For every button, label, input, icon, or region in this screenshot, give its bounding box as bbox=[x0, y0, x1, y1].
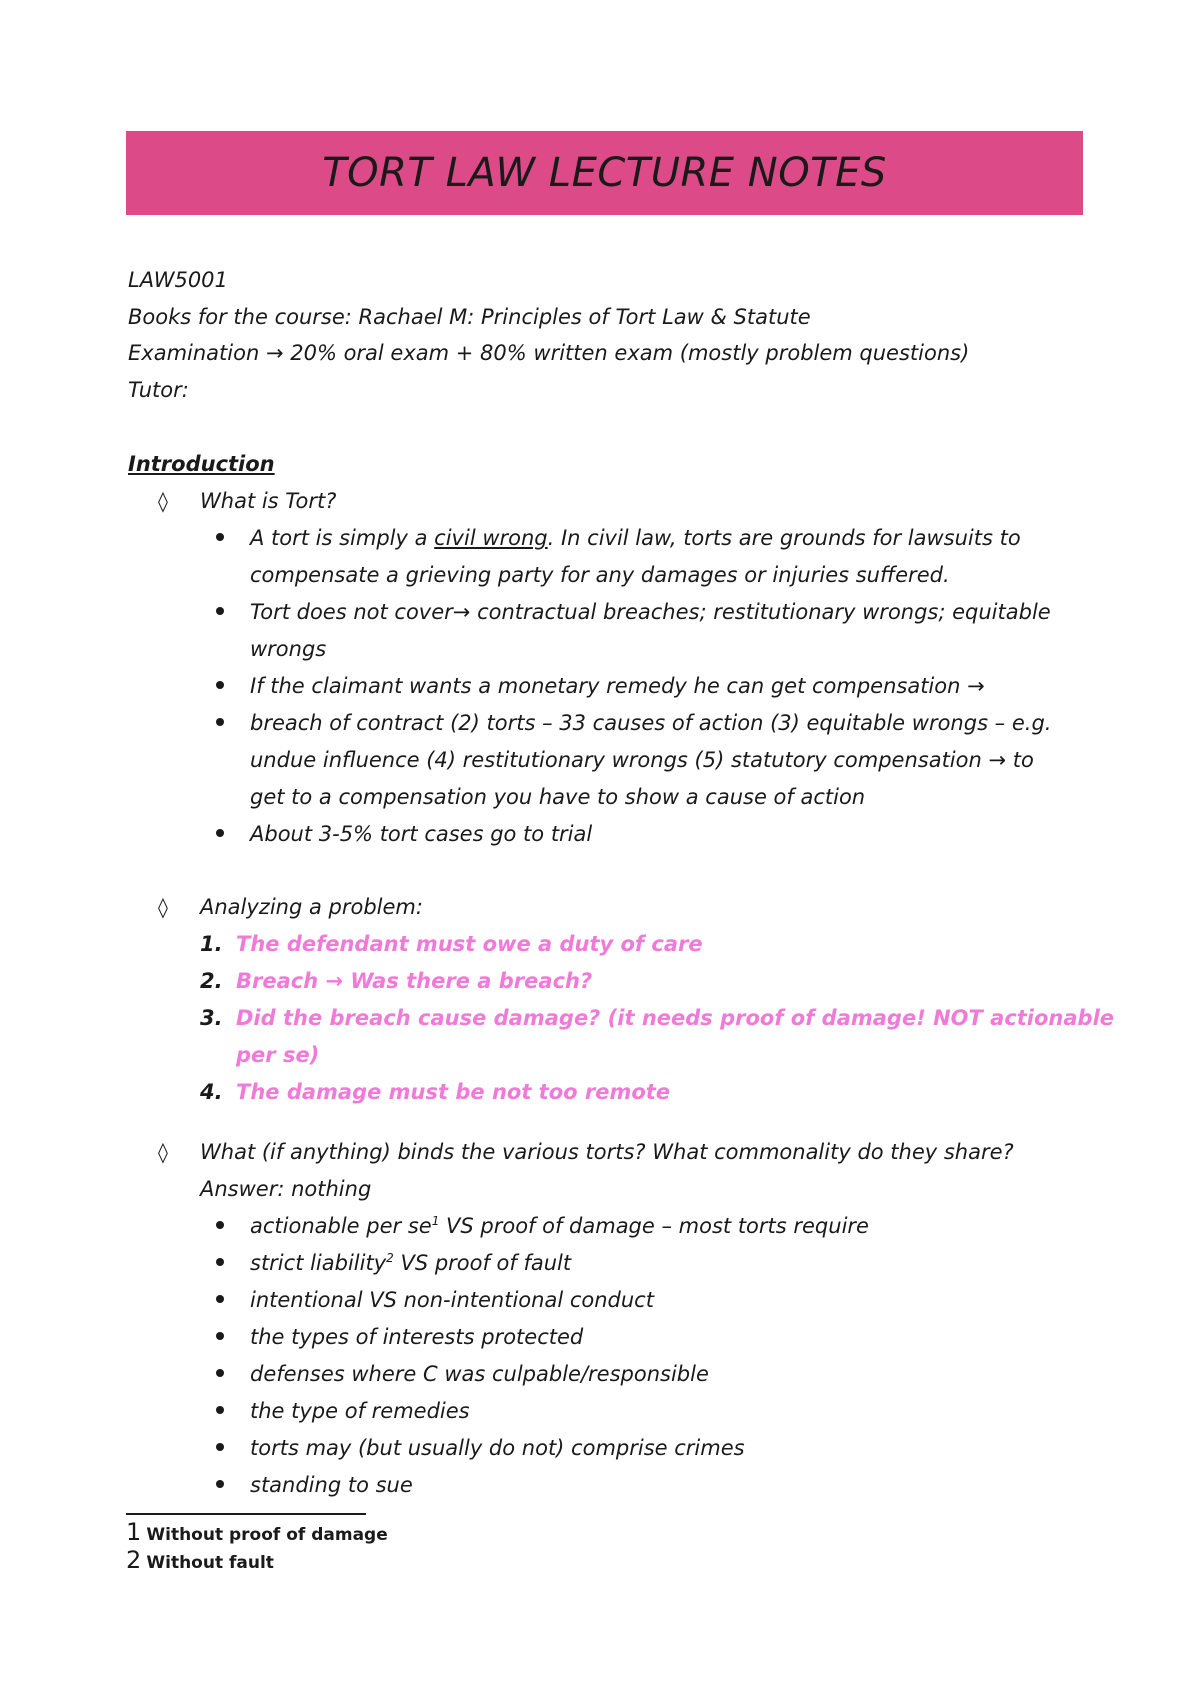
course-meta bbox=[128, 262, 969, 408]
bullet-icon bbox=[216, 1406, 224, 1414]
list-item-continued: wrongs bbox=[250, 637, 327, 661]
step-duty-of-care: The defendant must owe a duty of care bbox=[236, 932, 703, 956]
arrow-icon: → bbox=[988, 748, 1007, 772]
title-banner bbox=[126, 131, 1083, 215]
course-books: Books for the course: Rachael M: Principles of Tort Law & Statute bbox=[128, 304, 811, 329]
bullet-icon bbox=[216, 1295, 224, 1303]
list-item: actionable per $se^1$ VS proof of damage – most torts require bbox=[250, 1214, 869, 1238]
answer-nothing: Answer: nothing bbox=[200, 1177, 372, 1201]
list-item: intentional VS non-intentional conduct bbox=[250, 1288, 654, 1312]
footnote-ref: 2 bbox=[386, 1251, 394, 1265]
list-item: the type of remedies bbox=[250, 1399, 470, 1423]
step-number: 4. bbox=[200, 1080, 223, 1104]
question-commonality: What (if anything) binds the various torts? What commonality do they share? bbox=[200, 1140, 1014, 1164]
arrow-icon: → bbox=[325, 969, 344, 993]
bullet-icon bbox=[216, 1221, 224, 1229]
footnote-2: 2 Without fault bbox=[126, 1546, 274, 1574]
list-item: standing to sue bbox=[250, 1473, 413, 1497]
diamond-bullet-icon: ◊ bbox=[158, 489, 168, 513]
bullet-icon bbox=[216, 1369, 224, 1377]
list-item: About 3-5% tort cases go to trial bbox=[250, 822, 593, 846]
arrow-icon: → bbox=[452, 600, 471, 624]
course-tutor: Tutor: bbox=[128, 377, 189, 402]
bullet-icon bbox=[216, 681, 224, 689]
arrow-icon: → bbox=[265, 341, 284, 365]
list-item: defenses where C was culpable/responsible bbox=[250, 1362, 709, 1386]
footnote-divider bbox=[126, 1513, 366, 1515]
diamond-bullet-icon: ◊ bbox=[158, 895, 168, 919]
question-analyzing: Analyzing a problem: bbox=[200, 895, 423, 919]
bullet-icon bbox=[216, 1258, 224, 1266]
step-number: 2. bbox=[200, 969, 223, 993]
list-item: A tort is simply a civil wrong. In civil law, torts are grounds for lawsuits to bbox=[250, 526, 1021, 550]
step-number: 3. bbox=[200, 1006, 223, 1030]
course-exam: Examination → 20% oral exam + 80% written exam (mostly problem questions) bbox=[128, 341, 970, 365]
list-item: If the claimant wants a monetary remedy he can get compensation → bbox=[250, 674, 985, 698]
bullet-icon bbox=[216, 1480, 224, 1488]
arrow-icon: → bbox=[967, 674, 985, 698]
bullet-icon bbox=[216, 533, 224, 541]
list-item: breach of contract (2) torts – 33 causes of action (3) equitable wrongs – e.g. bbox=[250, 711, 1052, 735]
step-number: 1. bbox=[200, 932, 223, 956]
list-item: strict liability$^2$ VS proof of fault bbox=[250, 1251, 572, 1275]
bullet-icon bbox=[216, 1332, 224, 1340]
footnote-ref: 1 bbox=[431, 1214, 440, 1228]
bullet-icon bbox=[216, 607, 224, 615]
bullet-icon bbox=[216, 829, 224, 837]
list-item-continued: undue influence (4) restitutionary wrongs (5) statutory compensation → to bbox=[250, 748, 1034, 772]
civil-wrong-term: civil wrong bbox=[434, 526, 548, 550]
question-what-is-tort: What is Tort? bbox=[200, 489, 337, 513]
list-item-continued: get to a compensation you have to show a cause of action bbox=[250, 785, 866, 809]
list-item: the types of interests protected bbox=[250, 1325, 584, 1349]
diamond-bullet-icon: ◊ bbox=[158, 1140, 168, 1164]
course-code: LAW5001 bbox=[128, 268, 228, 292]
section-heading-introduction: Introduction bbox=[128, 452, 275, 476]
bullet-icon bbox=[216, 718, 224, 726]
bullet-icon bbox=[216, 1443, 224, 1451]
step-breach: Breach → Was there a breach? bbox=[236, 969, 593, 993]
document-title: TORT LAW LECTURE NOTES bbox=[322, 150, 887, 196]
step-remoteness: The damage must be not too remote bbox=[236, 1080, 671, 1104]
list-item: Tort does not cover→ contractual breaches; restitutionary wrongs; equitable bbox=[250, 600, 1051, 624]
list-item: torts may (but usually do not) comprise crimes bbox=[250, 1436, 745, 1460]
step-causation: Did the breach cause damage? (it needs proof of damage! NOT actionable bbox=[236, 1006, 1115, 1030]
step-causation-continued: per se) bbox=[236, 1043, 320, 1067]
footnote-1: 1 Without proof of damage bbox=[126, 1518, 388, 1546]
list-item-continued: compensate a grieving party for any damages or injuries suffered. bbox=[250, 563, 950, 587]
